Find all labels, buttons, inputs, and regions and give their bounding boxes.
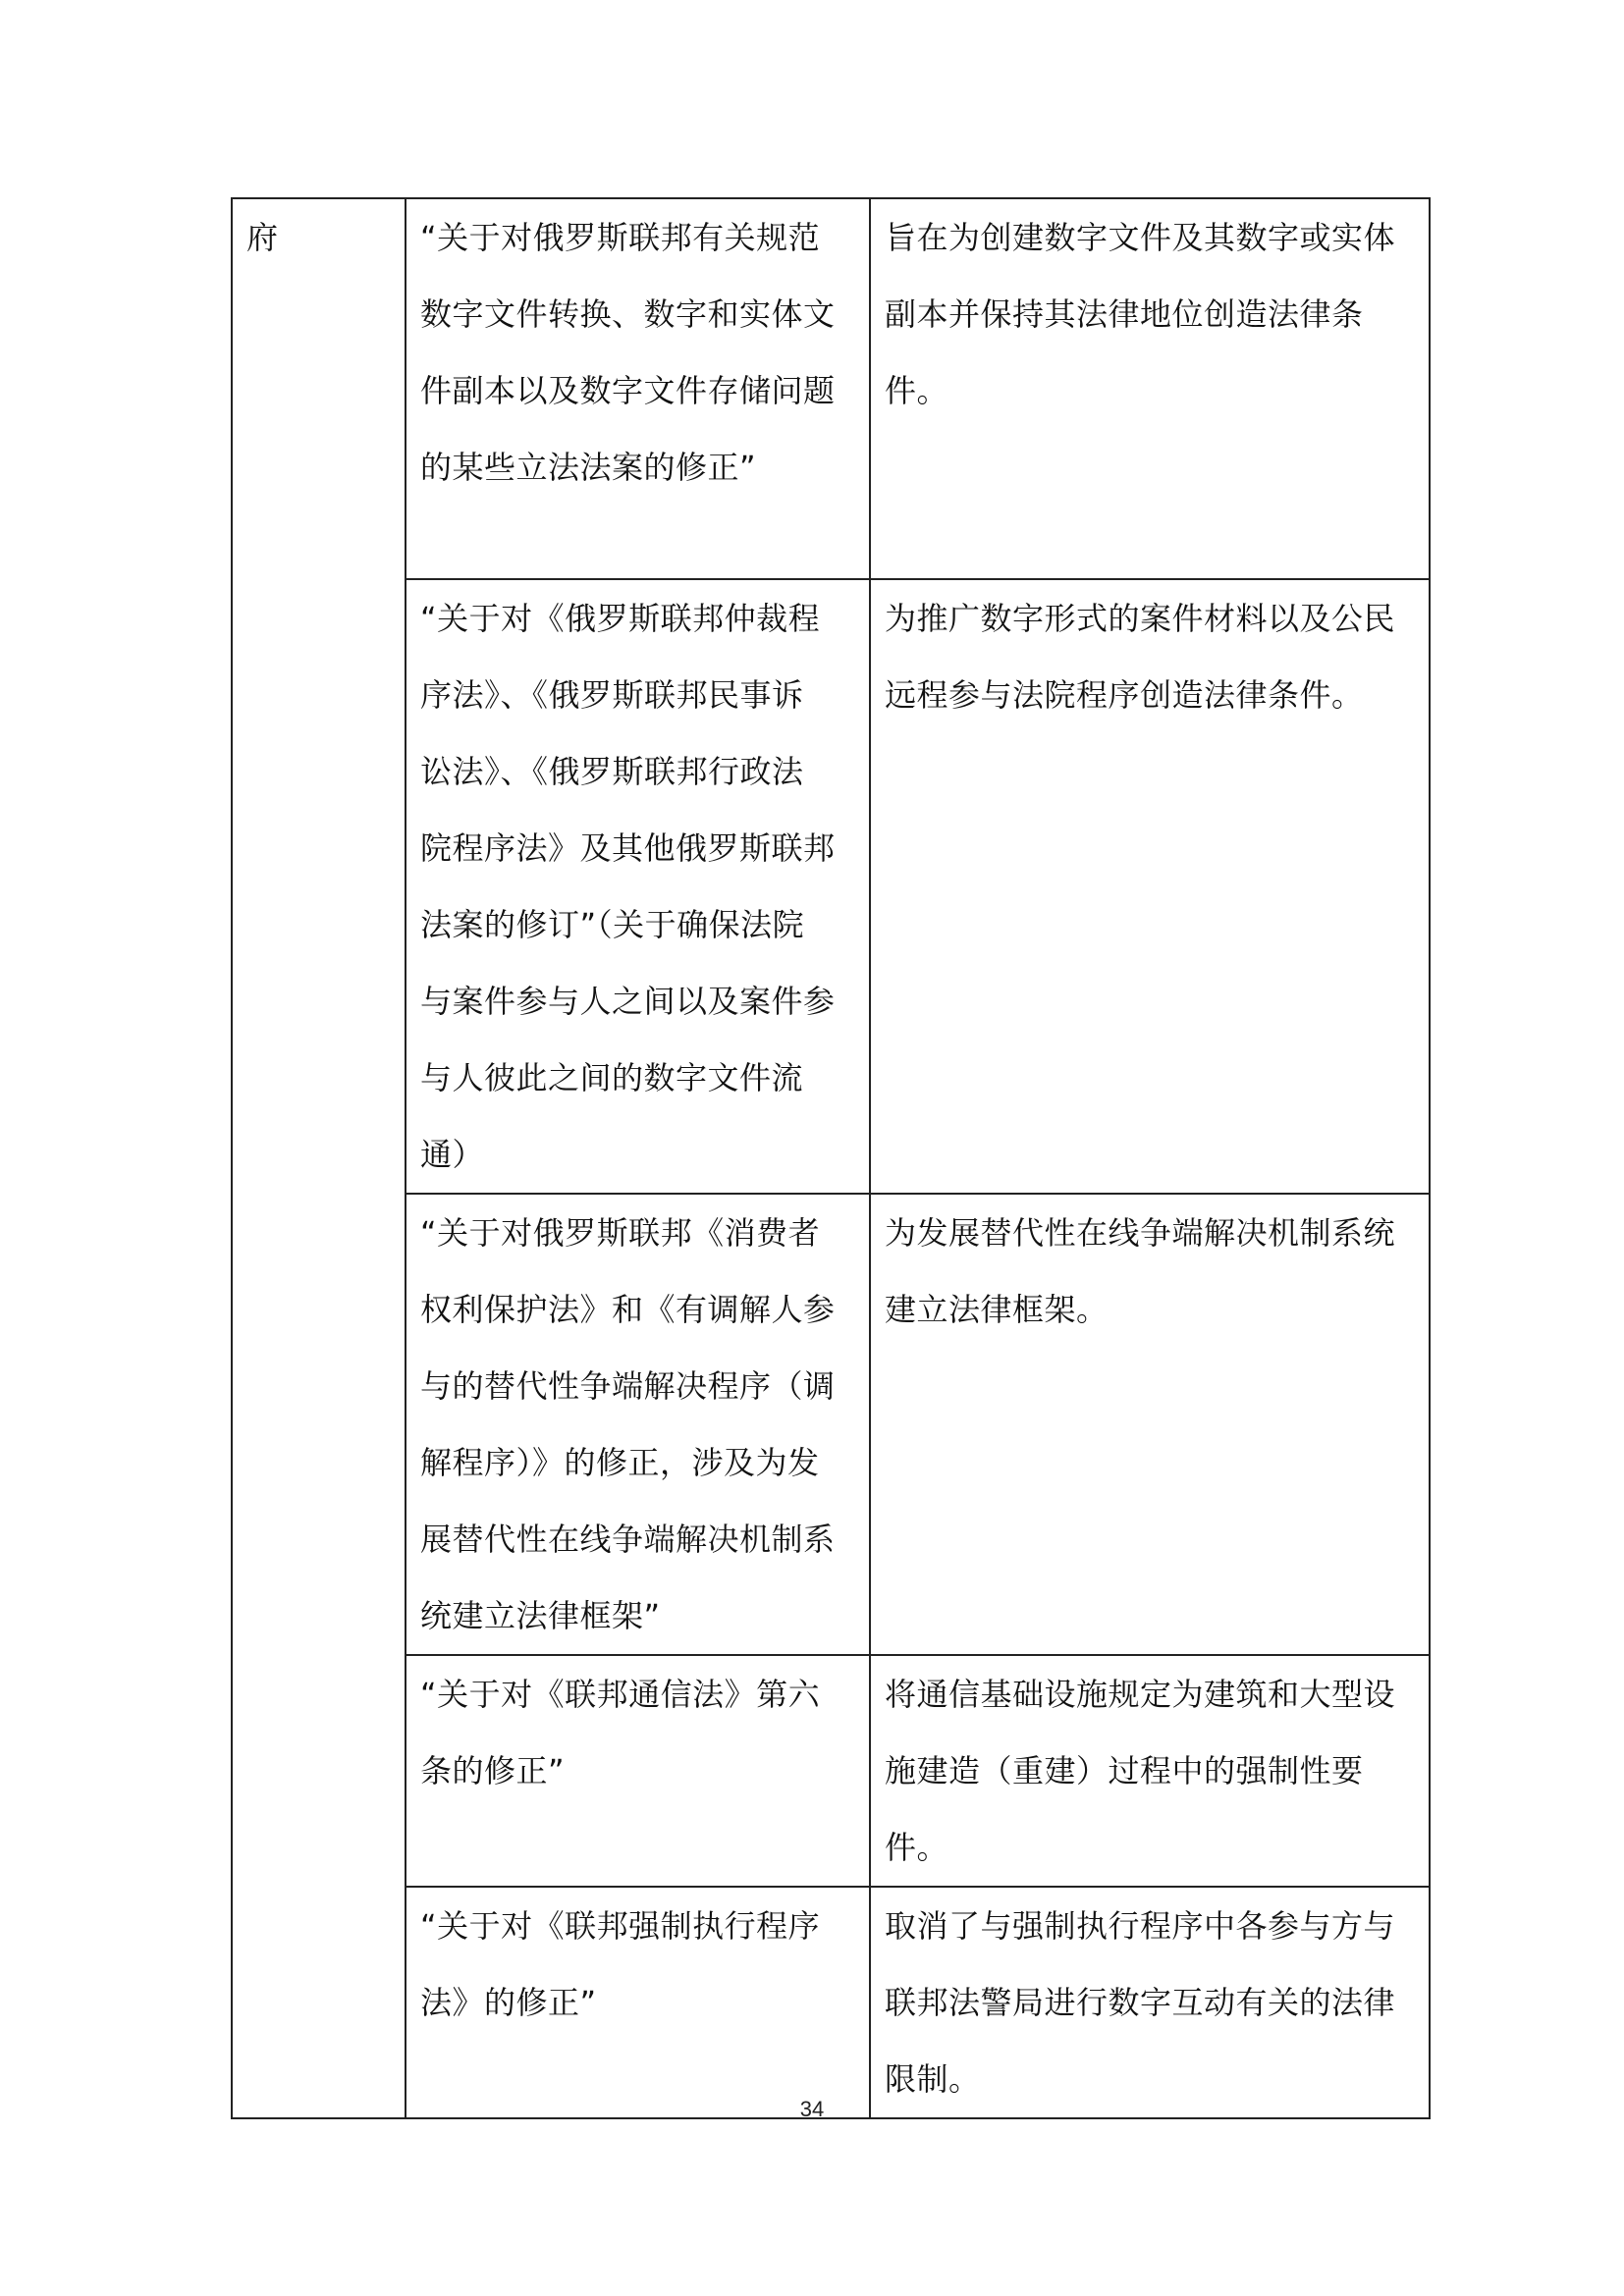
law-purpose-text: 取消了与强制执行程序中各参与方与 联邦法警局进行数字互动有关的法律 限制。 bbox=[885, 1907, 1396, 2098]
law-purpose-cell bbox=[870, 1655, 1430, 1887]
law-title-cell bbox=[406, 579, 870, 1194]
law-title-cell bbox=[406, 198, 870, 579]
page-number: 34 bbox=[799, 2097, 825, 2121]
table-row bbox=[232, 1887, 1430, 2118]
table-row bbox=[232, 579, 1430, 1194]
law-title-cell bbox=[406, 1655, 870, 1887]
legislation-table bbox=[231, 197, 1431, 2119]
table-row bbox=[232, 1194, 1430, 1655]
agency-cell-text: 府 bbox=[246, 219, 279, 256]
law-purpose-cell bbox=[870, 579, 1430, 1194]
law-title-text: “关于对《联邦通信法》第六 条的修正” bbox=[420, 1676, 821, 1789]
law-title-text: “关于对俄罗斯联邦《消费者 权利保护法》和《有调解人参 与的替代性争端解决程序（调 解程序）》的修正，涉及为发 展替代性在线争端解决机制系 统建立法律框架” bbox=[420, 1214, 836, 1634]
law-title-text: “关于对《联邦强制执行程序 法》的修正” bbox=[420, 1907, 821, 2021]
law-title-text: “关于对《俄罗斯联邦仲裁程 序法》、《俄罗斯联邦民事诉 讼法》、《俄罗斯联邦行政法 院程序法》及其他俄罗斯联邦 法案的修订”（关于确保法院 与案件参与人之间以及案件参 与人彼此之间的数字文件流 通） bbox=[420, 600, 836, 1173]
law-purpose-cell bbox=[870, 1887, 1430, 2118]
law-title-text: “关于对俄罗斯联邦有关规范 数字文件转换、数字和实体文 件副本以及数字文件存储问题 的某些立法法案的修正” bbox=[420, 219, 836, 486]
law-purpose-cell bbox=[870, 198, 1430, 579]
table-row bbox=[232, 198, 1430, 579]
law-purpose-cell bbox=[870, 1194, 1430, 1655]
agency-cell bbox=[232, 198, 406, 2118]
law-purpose-text: 为发展替代性在线争端解决机制系统 建立法律框架。 bbox=[885, 1214, 1396, 1328]
law-purpose-text: 将通信基础设施规定为建筑和大型设 施建造（重建）过程中的强制性要件。 bbox=[885, 1676, 1396, 1866]
law-title-cell bbox=[406, 1887, 870, 2118]
table-row bbox=[232, 1655, 1430, 1887]
law-purpose-text: 旨在为创建数字文件及其数字或实体 副本并保持其法律地位创造法律条 件。 bbox=[885, 219, 1396, 409]
law-purpose-text: 为推广数字形式的案件材料以及公民 远程参与法院程序创造法律条件。 bbox=[885, 600, 1396, 714]
law-title-cell bbox=[406, 1194, 870, 1655]
